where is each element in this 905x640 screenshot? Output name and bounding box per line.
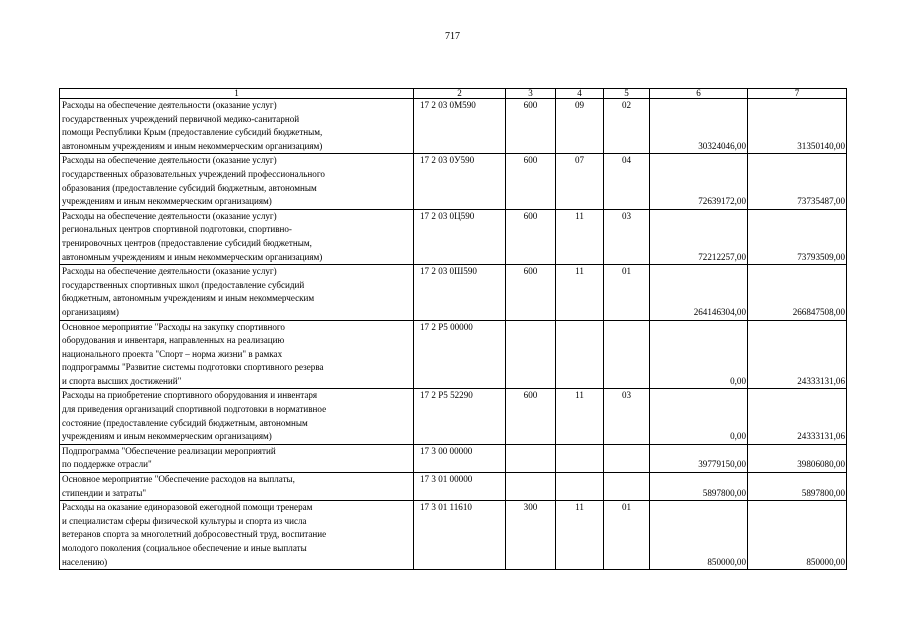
row-amount-col7: 73735487,00: [748, 154, 847, 209]
row-amount-col7: 39806080,00: [748, 444, 847, 472]
table-row: [60, 501, 847, 570]
row-expense-type: 600: [506, 265, 556, 320]
row-section: 07: [556, 154, 604, 209]
row-description: Подпрограмма "Обеспечение реализации мероприятий по поддержке отрасли": [60, 444, 414, 472]
row-code: 17 3 01 00000: [414, 473, 506, 501]
row-amount-col6: 850000,00: [650, 501, 748, 570]
row-section: [556, 320, 604, 389]
row-description: Расходы на обеспечение деятельности (оказание услуг) государственных учреждений первичной медико-санитарной помощи Республики Крым (предоставление субсидий бюджетным, автономным учреждениям и иным некоммерческим организациям): [60, 99, 414, 154]
row-expense-type: 300: [506, 501, 556, 570]
row-code: 17 3 01 11610: [414, 501, 506, 570]
row-expense-type: [506, 473, 556, 501]
row-amount-col6: 30324046,00: [650, 99, 748, 154]
row-subsection: 01: [604, 501, 650, 570]
row-code: 17 3 00 00000: [414, 444, 506, 472]
budget-table: [59, 88, 847, 570]
row-section: 11: [556, 209, 604, 264]
row-expense-type: 600: [506, 389, 556, 444]
row-amount-col6: 5897800,00: [650, 473, 748, 501]
row-description: Расходы на оказание единоразовой ежегодной помощи тренерам и специалистам сферы физической культуры и спорта из числа ветеранов спорта за многолетний добросовестный труд, воспитание молодого поколения (социальное обеспечение и иные выплаты населению): [60, 501, 414, 570]
row-subsection: 04: [604, 154, 650, 209]
row-subsection: [604, 320, 650, 389]
row-section: [556, 444, 604, 472]
row-amount-col7: 266847508,00: [748, 265, 847, 320]
row-amount-col7: 850000,00: [748, 501, 847, 570]
row-section: 11: [556, 265, 604, 320]
row-amount-col6: 0,00: [650, 389, 748, 444]
table-row: [60, 154, 847, 209]
header-cell-4: 4: [556, 89, 604, 99]
table-row: [60, 389, 847, 444]
header-cell-3: 3: [506, 89, 556, 99]
row-amount-col7: 24333131,06: [748, 389, 847, 444]
table-row: [60, 473, 847, 501]
header-cell-1: 1: [60, 89, 414, 99]
row-description: Расходы на обеспечение деятельности (оказание услуг) региональных центров спортивной подготовки, спортивно- тренировочных центров (предоставление субсидий бюджетным, автономным учреждениям и иным некоммерческим организациям): [60, 209, 414, 264]
table-row: [60, 320, 847, 389]
table-row: [60, 265, 847, 320]
row-code: 17 2 03 0М590: [414, 99, 506, 154]
row-subsection: [604, 444, 650, 472]
row-code: 17 2 03 0У590: [414, 154, 506, 209]
table-header-row: [60, 89, 847, 99]
page-number: 717: [445, 31, 460, 42]
table-row: [60, 209, 847, 264]
row-section: 11: [556, 501, 604, 570]
row-subsection: 01: [604, 265, 650, 320]
table-row: [60, 99, 847, 154]
row-expense-type: [506, 320, 556, 389]
row-description: Расходы на приобретение спортивного оборудования и инвентаря для приведения организаций спортивной подготовки в нормативное состояние (предоставление субсидий бюджетным, автономным учреждениям и иным некоммерческим организациям): [60, 389, 414, 444]
row-amount-col6: 39779150,00: [650, 444, 748, 472]
row-section: [556, 473, 604, 501]
row-expense-type: [506, 444, 556, 472]
row-amount-col6: 72639172,00: [650, 154, 748, 209]
row-code: 17 2 Р5 52290: [414, 389, 506, 444]
row-section: 11: [556, 389, 604, 444]
header-cell-6: 6: [650, 89, 748, 99]
row-amount-col7: 24333131,06: [748, 320, 847, 389]
row-amount-col7: 5897800,00: [748, 473, 847, 501]
row-code: 17 2 03 0Ш590: [414, 265, 506, 320]
row-amount-col7: 31350140,00: [748, 99, 847, 154]
row-section: 09: [556, 99, 604, 154]
header-cell-5: 5: [604, 89, 650, 99]
row-code: 17 2 Р5 00000: [414, 320, 506, 389]
row-expense-type: 600: [506, 99, 556, 154]
row-code: 17 2 03 0Ц590: [414, 209, 506, 264]
header-cell-7: 7: [748, 89, 847, 99]
row-subsection: [604, 473, 650, 501]
row-description: Основное мероприятие "Расходы на закупку спортивного оборудования и инвентаря, направленных на реализацию национального проекта "Спорт – норма жизни" в рамках подпрограммы "Развитие системы подготовки спортивного резерва и спорта высших достижений": [60, 320, 414, 389]
header-cell-2: 2: [414, 89, 506, 99]
table-row: [60, 444, 847, 472]
row-description: Основное мероприятие "Обеспечение расходов на выплаты, стипендии и затраты": [60, 473, 414, 501]
row-amount-col6: 264146304,00: [650, 265, 748, 320]
row-subsection: 02: [604, 99, 650, 154]
row-expense-type: 600: [506, 154, 556, 209]
row-subsection: 03: [604, 389, 650, 444]
row-subsection: 03: [604, 209, 650, 264]
row-amount-col6: 0,00: [650, 320, 748, 389]
row-expense-type: 600: [506, 209, 556, 264]
row-amount-col7: 73793509,00: [748, 209, 847, 264]
row-description: Расходы на обеспечение деятельности (оказание услуг) государственных образовательных учреждений профессионального образования (предоставление субсидий бюджетным, автономным учреждениям и иным некоммерческим организациям): [60, 154, 414, 209]
row-description: Расходы на обеспечение деятельности (оказание услуг) государственных спортивных школ (предоставление субсидий бюджетным, автономным учреждениям и иным некоммерческим организациям): [60, 265, 414, 320]
row-amount-col6: 72212257,00: [650, 209, 748, 264]
